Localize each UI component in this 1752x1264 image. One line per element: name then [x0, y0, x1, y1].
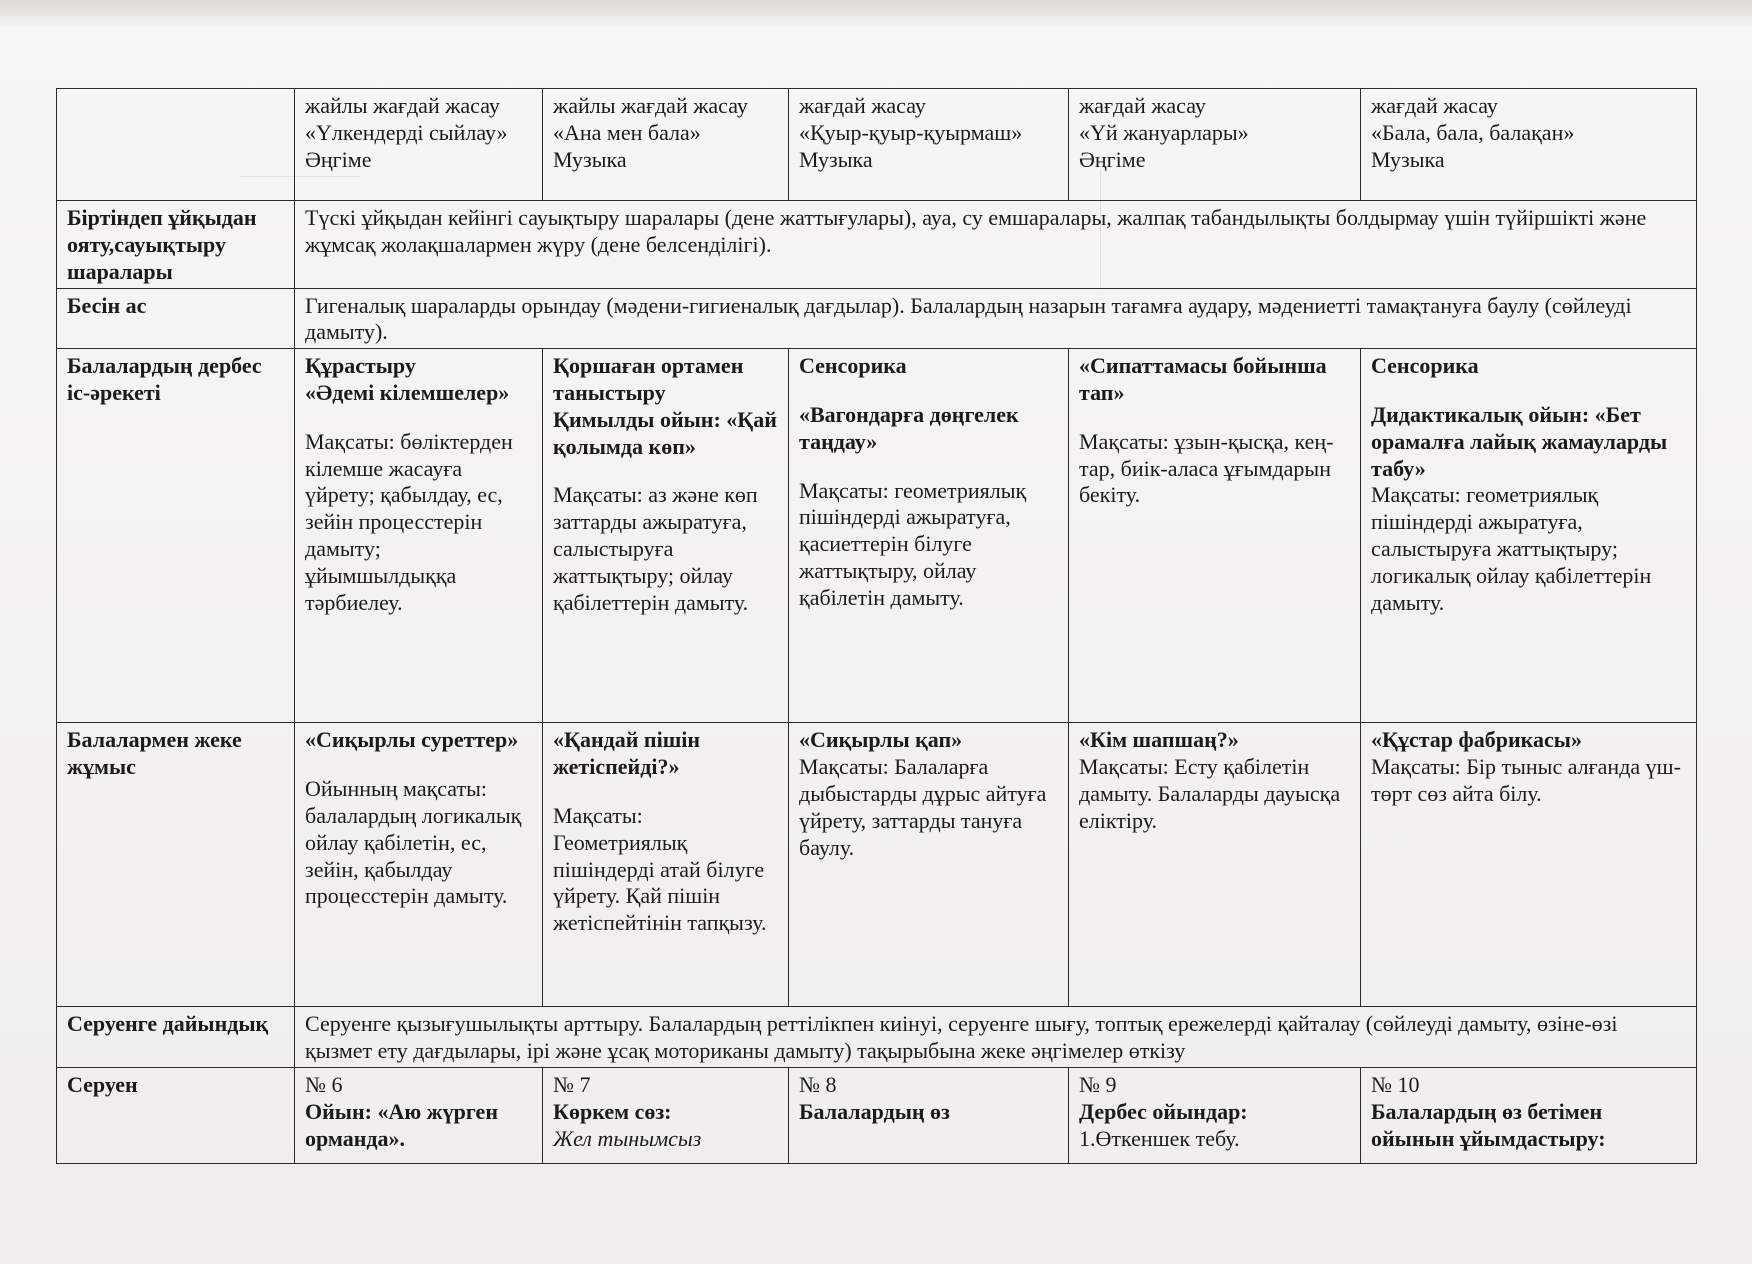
merged-cell: Түскі ұйқыдан кейінгі сауықтыру шаралары (дене жаттығулары), ауа, су емшаралары, жалпақ табандылықты болдырмау үшін түйіршікті және жұмсақ жолақшалармен жүру (дене белсенділігі).: [295, 201, 1697, 289]
cell-fri: жағдай жасау «Бала, бала, балақан» Музыка: [1361, 89, 1697, 201]
walk-cell: № 6 Ойын: «Аю жүрген орманда».: [295, 1067, 543, 1163]
table-row-individual-work: [57, 723, 1697, 1007]
activity-cell: «Сипаттамасы бойынша тап» Мақсаты: ұзын-қысқа, кең-тар, биік-аласа ұғымдарын бекіту.: [1069, 349, 1361, 723]
row-label: Бесін ас: [57, 288, 295, 349]
walk-cell: № 7 Көркем сөз: Жел тынымсыз: [543, 1067, 789, 1163]
walk-cell: № 9 Дербес ойындар: 1.Өткеншек тебу.: [1069, 1067, 1361, 1163]
row-label: Серуенге дайындық: [57, 1007, 295, 1068]
table-row-snack: [57, 288, 1697, 349]
individual-cell: «Сиқырлы суреттер» Ойынның мақсаты: балалардың логикалық ойлау қабілетін, ес, зейін, қабылдау процесстерін дамыту.: [295, 723, 543, 1007]
individual-cell: «Кім шапшаң?» Мақсаты: Есту қабілетін дамыту. Балаларды дауысқа еліктіру.: [1069, 723, 1361, 1007]
table-row-wake-up: [57, 201, 1697, 289]
row-label: Біртіндеп ұйқыдан ояту,сауықтыру шаралары: [57, 201, 295, 289]
table-row-independent-activity: [57, 349, 1697, 723]
individual-cell: «Құстар фабрикасы» Мақсаты: Бір тыныс алғанда үш-төрт сөз айта білу.: [1361, 723, 1697, 1007]
row-label-empty: [57, 89, 295, 201]
individual-cell: «Сиқырлы қап» Мақсаты: Балаларға дыбыстарды дұрыс айтуға үйрету, заттарды тануға баулу.: [789, 723, 1069, 1007]
row-label: Балалардың дербес іс-әрекеті: [57, 349, 295, 723]
activity-cell: Сенсорика Дидактикалық ойын: «Бет орамалға лайық жамауларды табу» Мақсаты: геометриялық пішіндерді ажыратуға, салыстыруға жаттықтыру; логикалық ойлау қабілеттерін дамыту.: [1361, 349, 1697, 723]
daily-plan-table: [56, 88, 1697, 1164]
table-row-walk-prep: [57, 1007, 1697, 1068]
table-row-continuation: [57, 89, 1697, 201]
walk-cell: № 8 Балалардың өз: [789, 1067, 1069, 1163]
cell-wed: жағдай жасау «Қуыр-қуыр-қуырмаш» Музыка: [789, 89, 1069, 201]
individual-cell: «Қандай пішін жетіспейді?» Мақсаты: Геометриялық пішіндерді атай білуге үйрету. Қай пішін жетіспейтінін тапқызу.: [543, 723, 789, 1007]
row-label: Балалармен жеке жұмыс: [57, 723, 295, 1007]
row-label: Серуен: [57, 1067, 295, 1163]
cell-thu: жағдай жасау «Үй жануарлары» Әңгіме: [1069, 89, 1361, 201]
activity-cell: Қоршаған ортамен таныстыру Қимылды ойын: «Қай қолымда көп» Мақсаты: аз және көп заттарды ажыратуға, салыстыруға жаттықтыру; ойлау қабілеттерін дамыту.: [543, 349, 789, 723]
walk-cell: № 10 Балалардың өз бетімен ойынын ұйымдастыру:: [1361, 1067, 1697, 1163]
page-shadow: [0, 0, 1752, 28]
merged-cell: Гигеналық шараларды орындау (мәдени-гигиеналық дағдылар). Балалардың назарын тағамға аудару, мәдениетті тамақтануға баулу (сөйлеуді дамыту).: [295, 288, 1697, 349]
cell-tue: жайлы жағдай жасау «Ана мен бала» Музыка: [543, 89, 789, 201]
activity-cell: Сенсорика «Вагондарға дөңгелек таңдау» Мақсаты: геометриялық пішіндерді ажыратуға, қасиеттерін білуге жаттықтыру, ойлау қабілетін дамыту.: [789, 349, 1069, 723]
cell-mon: жайлы жағдай жасау «Үлкендерді сыйлау» Әңгіме: [295, 89, 543, 201]
activity-cell: Құрастыру «Әдемі кілемшелер» Мақсаты: бөліктерден кілемше жасауға үйрету; қабылдау, ес, зейін процесстерін дамыту; ұйымшылдыққа тәрбиелеу.: [295, 349, 543, 723]
table-row-walk: [57, 1067, 1697, 1163]
merged-cell: Серуенге қызығушылықты арттыру. Балалардың реттілікпен киінуі, серуенге шығу, топтық ережелерді қайталау (сөйлеуді дамыту, өзіне-өзі қызмет ету дағдылары, ірі және ұсақ моториканы дамыту) тақырыбына жеке әңгімелер өткізу: [295, 1007, 1697, 1068]
